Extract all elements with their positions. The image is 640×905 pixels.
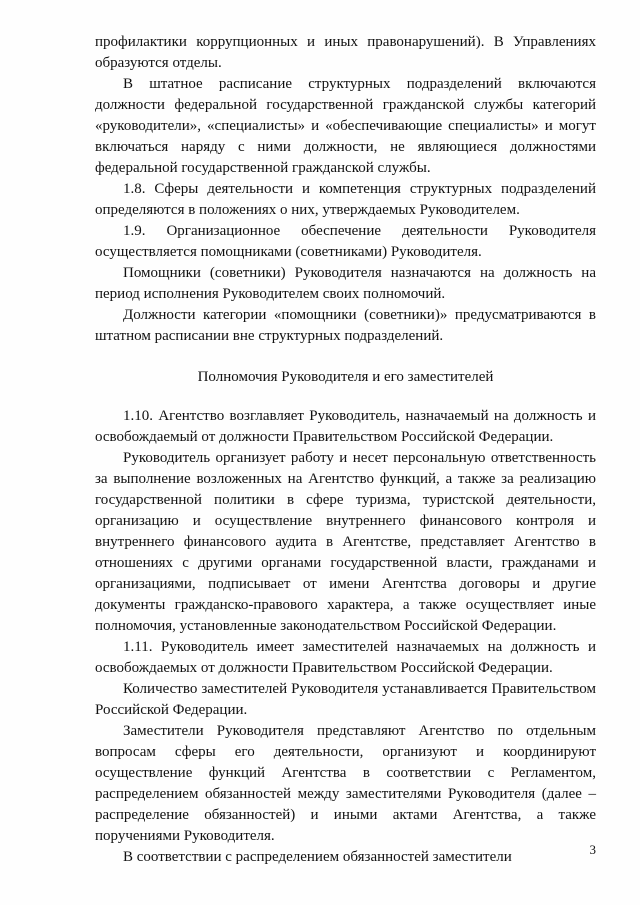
paragraph: Количество заместителей Руководителя устанавливается Правительством Российской Федерации.	[95, 681, 596, 718]
paragraph: 1.8. Сферы деятельности и компетенция структурных подразделений определяются в положениях о них, утверждаемых Руководителем.	[95, 181, 596, 218]
paragraph: 1.11. Руководитель имеет заместителей назначаемых на должность и освобождаемых от должности Правительством Российской Федерации.	[95, 639, 596, 676]
paragraph: В штатное расписание структурных подразделений включаются должности федеральной государственной гражданской службы категорий «руководители», «специалисты» и «обеспечивающие специалисты» и могут включаться наряду с ними должности, не являющиеся должностями федеральной государственной гражданской службы.	[95, 76, 596, 176]
paragraph: Должности категории «помощники (советники)» предусматриваются в штатном расписании вне структурных подразделений.	[95, 307, 596, 344]
page-number: 3	[589, 842, 596, 857]
paragraph: Руководитель организует работу и несет персональную ответственность за выполнение возложенных на Агентство функций, а также за реализацию государственной политики в сфере туризма, туристской деятельности, организацию и осуществление внутреннего финансового контроля и внутреннего финансового аудита в Агентстве, представляет Агентство в отношениях с другими органами государственной власти, гражданами и организациями, подписывает от имени Агентства договоры и другие документы гражданско-правового характера, а также осуществляет иные полномочия, установленные законодательством Российской Федерации.	[95, 450, 596, 634]
paragraph: 1.10. Агентство возглавляет Руководитель, назначаемый на должность и освобождаемый от должности Правительством Российской Федерации.	[95, 408, 596, 445]
paragraph: 1.9. Организационное обеспечение деятельности Руководителя осуществляется помощниками (советниками) Руководителя.	[95, 223, 596, 260]
paragraph: профилактики коррупционных и иных правонарушений). В Управлениях образуются отделы.	[95, 34, 596, 71]
section-heading: Полномочия Руководителя и его заместителей	[197, 369, 494, 385]
paragraph: В соответствии с распределением обязанностей заместители	[123, 849, 512, 865]
paragraph: Помощники (советники) Руководителя назначаются на должность на период исполнения Руководителем своих полномочий.	[95, 265, 596, 302]
paragraph: Заместители Руководителя представляют Агентство по отдельным вопросам сферы его деятельности, организуют и координируют осуществление функций Агентства в соответствии с Регламентом, распределением обязанностей между заместителями Руководителя (далее – распределение обязанностей) и иными актами Агентства, а также поручениями Руководителя.	[95, 723, 596, 844]
